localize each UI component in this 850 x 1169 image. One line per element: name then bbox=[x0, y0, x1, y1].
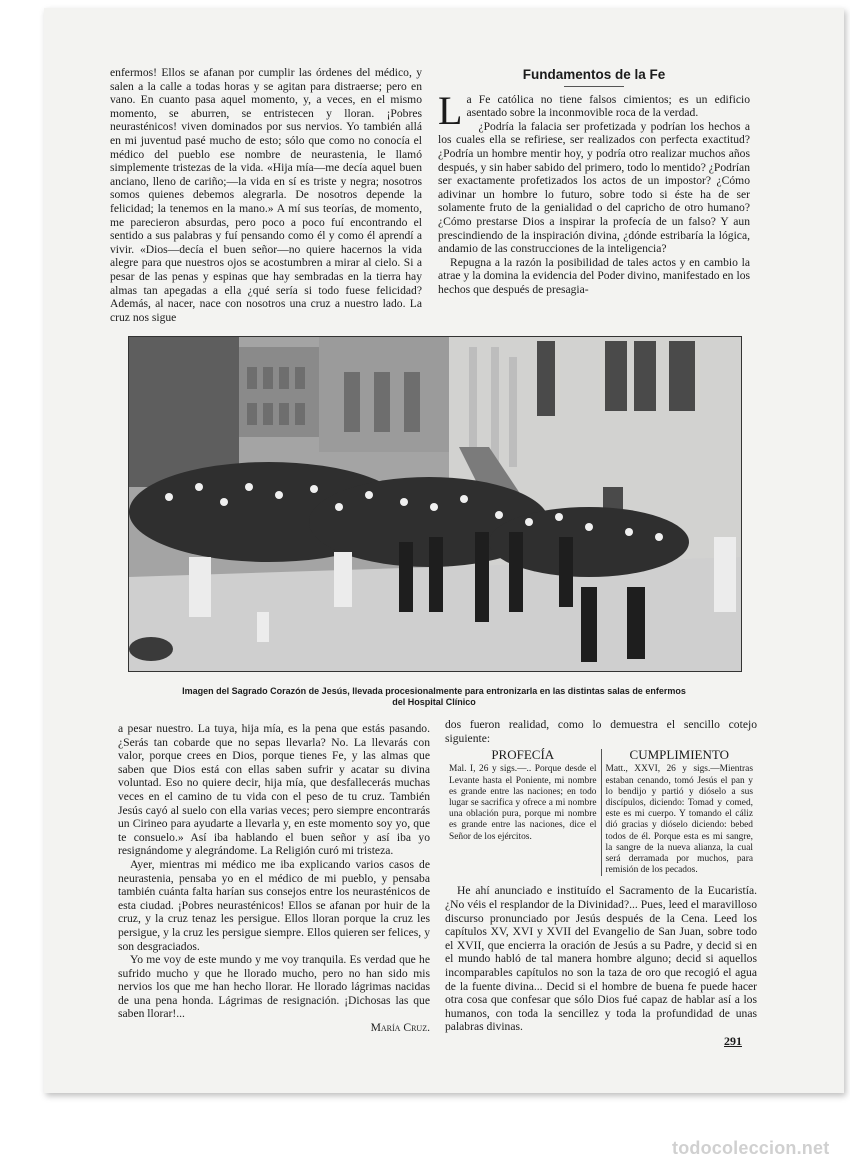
comparison-table bbox=[445, 749, 757, 876]
caption-line: del Hospital Clínico bbox=[392, 697, 476, 707]
paragraph: a pesar nuestro. La tuya, hija mía, es la pena que estás pasando. ¿Serás tan cobarde que no sepas llevarla? No. La llevarás con valor, porque crees en Dios, porque tienes Fe, y las almas que saben que Dios está con ellas saben sufrir y acatar su divina voluntad. Eso no quiere decir, hija mía, que desfallecerás muchas veces en el camino de tu vida con el peso de tu cruz. También Jesús cayó al suelo con ella varias veces; pero siempre encontrarás un Cirineo para ayudarte a llevarla y, en este momento soy yo, que te consuelo.» Así iba hablando el buen señor y así iba yo resignándome y alegrándome. La Religión curó mi tristeza. bbox=[118, 722, 430, 858]
cumplimiento-heading: CUMPLIMIENTO bbox=[629, 747, 729, 763]
caption-line: Imagen del Sagrado Corazón de Jesús, llevada procesionalmente para entronizarla en las distintas salas de enfermos bbox=[182, 686, 686, 696]
right-column-bottom bbox=[445, 718, 757, 1034]
paragraph: ¿Podría la falacia ser profetizada y podrían los hechos a los cuales ella se refiriese, ser realizados con perfecta exactitud? ¿Podría un hombre mentir hoy, y podría otro realizar muchos años después, y sin haber sabido del primero, todo lo mentido? ¿Podrían ser exactamente profetizados los actos de un impostor? ¿Cómo adivinar un hombre lo futuro, sobre todo si éste ha de ser solamente fruto de la genialidad o del capricho de otro humano? ¿Cómo prestarse Dios a inspirar la profecía de un falso? Y aun prescindiendo de la inspiración divina, ¿dónde estribaría la lógica, andamio de las construcciones de la inteligencia? bbox=[438, 119, 750, 256]
title-rule bbox=[564, 86, 624, 87]
right-column-top bbox=[438, 66, 750, 297]
paragraph: Repugna a la razón la posibilidad de tales actos y en cambio la atrae y la domina la evidencia del Poder divino, manifestado en los hechos que después de presagia- bbox=[438, 255, 750, 296]
profecia-text: Mal. I, 26 y sigs.—.. Porque desde el Levante hasta el Poniente, mi nombre es grande entre las naciones; en todo lugar se sacrifica y ofrece a mi nombre una oblación pura, porque mi nombre es grande entre las naciones, dice el Señor de los ejércitos. bbox=[449, 764, 597, 842]
left-column-top bbox=[110, 66, 422, 324]
cumplimiento-column bbox=[601, 749, 758, 876]
procession-photo bbox=[128, 336, 742, 672]
photo-caption bbox=[128, 686, 740, 708]
page-number: 291 bbox=[724, 1034, 742, 1048]
profecia-column bbox=[445, 749, 601, 876]
paragraph: Yo me voy de este mundo y me voy tranquila. Es verdad que he sufrido mucho y que he llorado mucho, pero no han sido mis nervios los que me han hecho llorar. He llorado lágrimas nacidas de una pena honda. Lágrimas de resignación. ¡Dichosas las que saben llorar!... bbox=[118, 953, 430, 1021]
paragraph bbox=[438, 87, 750, 133]
paragraph-text: a Fe católica no tiene falsos cimientos; es un edificio asentado sobre la inconmovible roca de la verdad. bbox=[466, 92, 750, 120]
author-signature: María Cruz. bbox=[370, 1021, 430, 1035]
article-title: Fundamentos de la Fe bbox=[522, 67, 666, 82]
paragraph: dos fueron realidad, como lo demuestra el sencillo cotejo siguiente: bbox=[445, 718, 757, 745]
watermark: todocoleccion.net bbox=[672, 1138, 830, 1158]
photo-illustration bbox=[129, 337, 741, 671]
profecia-heading: PROFECÍA bbox=[491, 747, 555, 763]
drop-cap: L bbox=[438, 87, 463, 133]
paragraph: enfermos! Ellos se afanan por cumplir las órdenes del médico, y salen a la calle a todas horas y se agitan para distraerse; pero en vano. En cuanto pasa aquel momento, y, a veces, en el mismo momento, se aburren, se entristecen y lloran. ¡Pobres neurasténicos! viven dominados por sus nervios. Yo también allá en mi juventud pasé mucho de esto; sólo que como no conocía el médico del pueblo ese nombre de neurastenia, le llamó simplemente tristezas de la vida. «Hija mía—me decía aquel buen anciano, lleno de cariño;—la vida en sí es triste y negra; nosotros somos quienes debemos alegrarla. De nosotros depende la felicidad; la tenemos en la mano.» A mí sus teorías, de momento, me parecieron absurdas, pero poco a poco fuí encontrando el sentido a sus palabras y fuí pensando como él y como él aprendí a vivir. «Dios—decía el buen señor—no quiere hacernos la vida alegre para que nuestros ojos se acostumbren a mirar al cielo. Si a pesar de las penas y espinas que hay sembradas en la tierra hay almas tan apegadas a ella ¿qué sería si todo fuese felicidad? Además, al nacer, nace con nosotros una cruz a nuestro lado. La cruz nos sigue bbox=[110, 66, 422, 324]
paragraph: Ayer, mientras mi médico me iba explicando varios casos de neurastenia, pensaba yo en el médico de mi pueblo, y pensaba también cuánta falta harían sus consejos entre los neurasténicos de esta ciudad. ¡Pobres neurasténicos! Ellos se afanan por huir de la cruz, y la cruz tenaz les persigue. Ellos lloran porque la cruz les persigue, y la cruz les persigue siempre. Ellos quieren ser felices, y son desgraciados. bbox=[118, 857, 430, 953]
paragraph: He ahí anunciado e instituído el Sacramento de la Eucaristía. ¿No véis el resplandor de la Divinidad?... Pues, leed el maravilloso discurso pronunciado por Jesús después de la Cena. Leed los capítulos XV, XVI y XVII del Evangelio de San Juan, sobre todo el XVII, que encierra la oración de Jesús a su Padre, y decid si en el mundo habló de tal manera hombre alguno; decid si aquellos incomparables capítulos no son la taza de oro que recogió el agua de la fuente divina... Decid si el hombre de buena fe puede hacer otra cosa que confesar que sólo Dios fué capaz de hablar así a los humanos, con toda la sencillez y toda la profundidad de unas palabras divinas. bbox=[445, 884, 757, 1034]
cumplimiento-text: Matt., XXVI, 26 y sigs.—Mientras estaban cenando, tomó Jesús el pan y lo bendijo y partió y dióselo a sus discípulos, diciendo: Tomad y comed, este es mi cuerpo. Y tomando el cáliz dió gracias y dióselo diciendo: bebed todos de él. Porque esta es mi sangre, la sangre de la nueva alianza, la cual será derramada por muchos, para remisión de los pecados. bbox=[605, 764, 753, 876]
left-column-bottom bbox=[118, 722, 430, 1035]
